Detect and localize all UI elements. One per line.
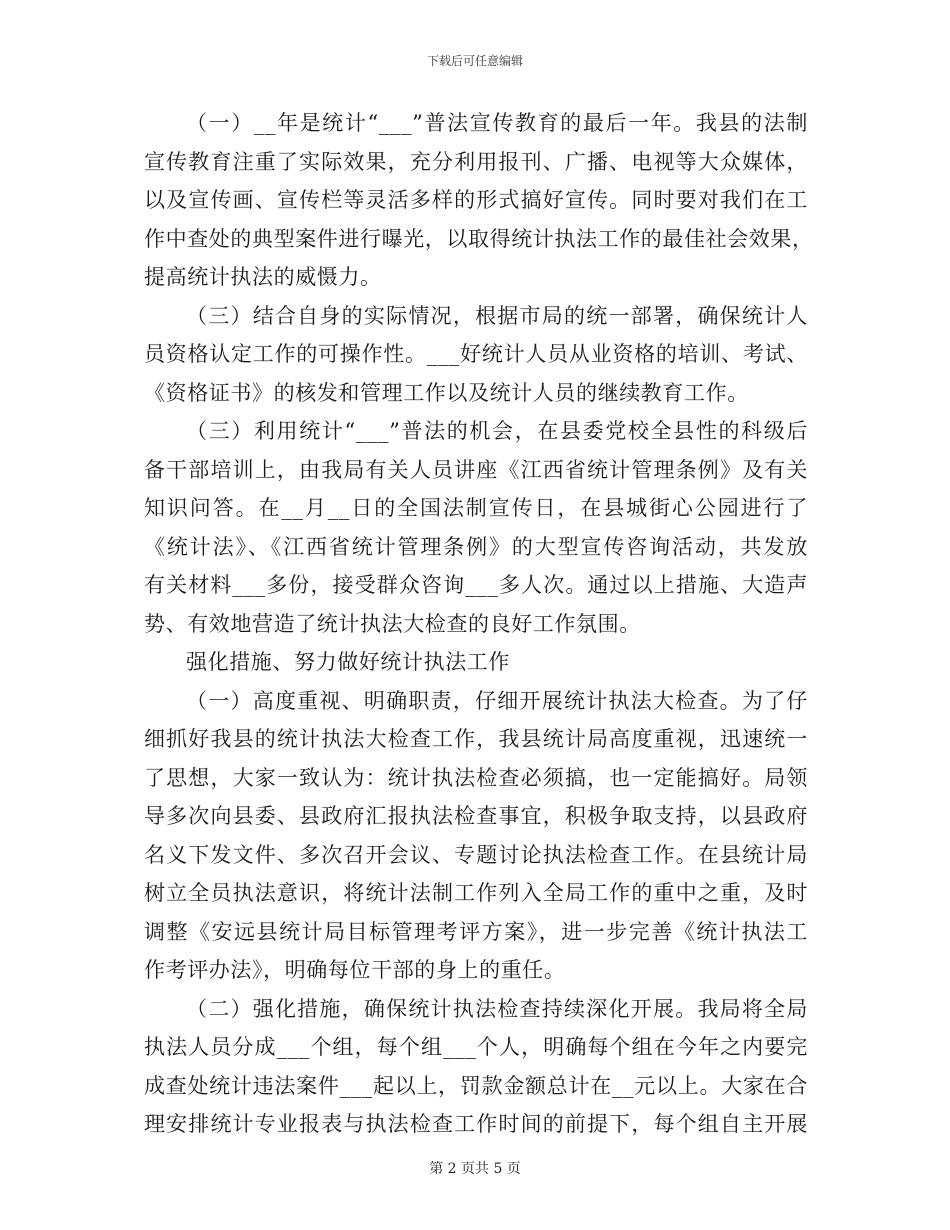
- text-line: 了思想，大家一致认为：统计执法检查必须搞，也一定能搞好。局领: [144, 765, 808, 790]
- text-line: 《资格证书》的核发和管理工作以及统计人员的继续教育工作。: [144, 380, 749, 405]
- text-line: 有关材料___多份，接受群众咨询___多人次。通过以上措施、大造声: [144, 573, 808, 597]
- text-line: 理安排统计专业报表与执法检查工作时间的前提下，每个组自主开展: [144, 1112, 808, 1136]
- text-line: 细抓好我县的统计执法大检查工作，我县统计局高度重视，迅速统一: [144, 727, 808, 751]
- text-line: 《统计法》、《江西省统计管理条例》的大型宣传咨询活动，共发放: [144, 534, 808, 559]
- text-line: （三）结合自身的实际情况，根据市局的统一部署，确保统计人: [186, 303, 808, 328]
- page-number: 第 2 页共 5 页: [429, 1161, 521, 1177]
- text-line: 知识问答。在__月__日的全国法制宣传日，在县城街心公园进行了: [144, 496, 808, 520]
- text-line: 执法人员分成___个组，每个组___个人，明确每个组在今年之内要完: [144, 1035, 808, 1059]
- section-heading: 强化措施、努力做好统计执法工作: [186, 650, 510, 674]
- text-line: 员资格认定工作的可操作性。___好统计人员从业资格的培训、考试、: [144, 342, 808, 366]
- text-line: 名义下发文件、多次召开会议、专题讨论执法检查工作。在县统计局: [144, 842, 808, 867]
- page-header-note: 下载后可任意编辑: [426, 54, 523, 68]
- text-line: 提高统计执法的威慑力。: [144, 265, 382, 289]
- text-line: 宣传教育注重了实际效果，充分利用报刊、广播、电视等大众媒体，: [144, 149, 808, 174]
- text-line: 调整《安远县统计局目标管理考评方案》，进一步完善《统计执法工: [144, 919, 808, 944]
- document-body: [144, 104, 814, 1144]
- text-line: （三）利用统计“___”普法的机会，在县委党校全县性的科级后: [186, 419, 808, 443]
- text-line: 备干部培训上，由我局有关人员讲座《江西省统计管理条例》及有关: [144, 457, 808, 482]
- text-line: 作中查处的典型案件进行曝光，以取得统计执法工作的最佳社会效果，: [144, 226, 814, 251]
- text-line: （一）高度重视、明确职责，仔细开展统计执法大检查。为了仔: [186, 688, 808, 713]
- text-line: 作考评办法》，明确每位干部的身上的重任。: [144, 958, 566, 982]
- text-line: （一）__年是统计“___”普法宣传教育的最后一年。我县的法制: [186, 111, 808, 135]
- text-line: 势、有效地营造了统计执法大检查的良好工作氛围。: [144, 611, 641, 636]
- text-line: 成查处统计违法案件___起以上，罚款金额总计在__元以上。大家在合: [144, 1073, 808, 1098]
- text-line: （二）强化措施，确保统计执法检查持续深化开展。我局将全局: [186, 996, 808, 1021]
- text-line: 导多次向县委、县政府汇报执法检查事宜，积极争取支持，以县政府: [144, 804, 808, 828]
- text-line: 树立全员执法意识，将统计法制工作列入全局工作的重中之重，及时: [144, 881, 808, 905]
- text-line: 以及宣传画、宣传栏等灵活多样的形式搞好宣传。同时要对我们在工: [144, 188, 808, 212]
